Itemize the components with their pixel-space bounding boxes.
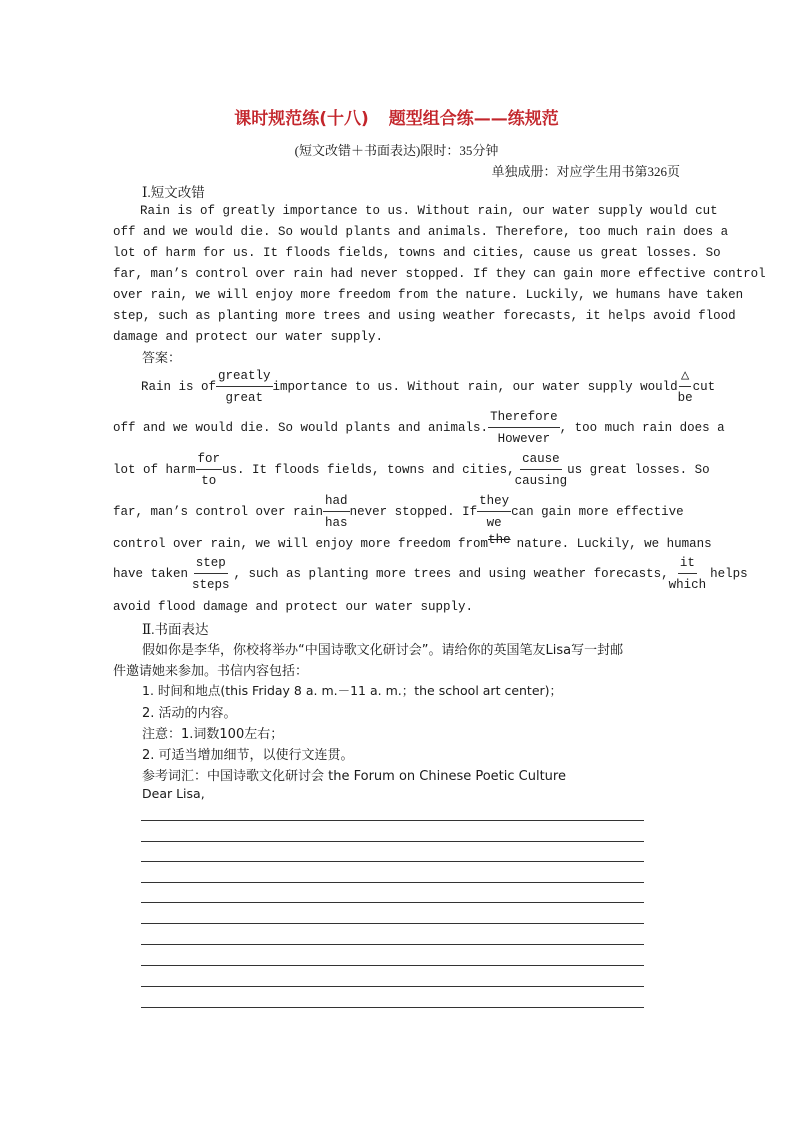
answer-text: nature. Luckily, we humans (516, 537, 712, 551)
writing-line[interactable] (141, 820, 644, 821)
prompt-line-1: 假如你是李华，你校将举办“中国诗歌文化研讨会”。请给你的英国笔友Lisa写一封邮 (142, 643, 624, 658)
answer-text: , too much rain does a (559, 421, 725, 435)
answer-text: Rain is of (141, 380, 217, 394)
writing-line[interactable] (141, 986, 644, 987)
answer-text: have taken (113, 567, 189, 581)
answer-text: far, man’s control over rain (113, 505, 324, 519)
correction-insert: $\frac{\triangle}{be}$ (677, 368, 693, 405)
answer-line-6 (113, 553, 748, 595)
correction: $\frac{\text{they}}{we}$ (479, 494, 510, 530)
page-title (0, 104, 793, 129)
note-2: 2. 可适当增加细节，以使行文连贯。 (142, 748, 354, 763)
answer-line-7 (113, 596, 681, 618)
section-1-heading: Ⅰ.短文改错 (142, 185, 205, 200)
answer-line-2 (113, 407, 725, 449)
writing-line[interactable] (141, 923, 644, 924)
answer-text: off and we would die. So would plants and animals. (113, 421, 489, 435)
answer-label: 答案： (142, 351, 182, 366)
note-1: 注意：1.词数100左右； (142, 727, 284, 742)
correction: $\frac{\text{step}}{\text{steps}}$ (192, 556, 230, 592)
answer-text: lot of harm (113, 463, 196, 477)
passage-line: over rain, we will enjoy more freedom from the nature. Luckily, we humans have taken (113, 288, 744, 302)
reference-vocabulary: 参考词汇：中国诗歌文化研讨会 the Forum on Chinese Poetic Culture (142, 769, 566, 784)
section-2-heading: Ⅱ.书面表达 (142, 622, 209, 637)
passage-line: Rain is of greatly importance to us. Without rain, our water supply would cut (140, 204, 718, 218)
subtitle: (短文改错＋书面表达)限时：35分钟 (294, 143, 499, 158)
answer-text: can gain more effective (511, 505, 684, 519)
writing-line[interactable] (141, 861, 644, 862)
title-part-2: 题型组合练——练规范 (388, 109, 559, 129)
writing-line[interactable] (141, 944, 644, 945)
correction: $\frac{\text{greatly}}{\text{great}}$ (218, 369, 271, 405)
answer-text: us great losses. So (567, 463, 710, 477)
passage-line: lot of harm for us. It floods fields, towns and cities, cause us great losses. So (113, 246, 721, 260)
requirement-item-1: 1. 时间和地点(this Friday 8 a. m.－11 a. m.；the school art center)； (142, 683, 563, 698)
requirement-item-2: 2. 活动的内容。 (142, 706, 237, 721)
title-part-1: 课时规范练(十八) (234, 109, 369, 129)
correction: $\frac{\text{Therefore}}{\text{However}}$ (490, 410, 558, 446)
prompt-line-2: 件邀请她来参加。书信内容包括： (113, 664, 309, 679)
writing-line[interactable] (141, 1007, 644, 1008)
answer-text: control over rain, we will enjoy more freedom from (113, 537, 489, 551)
passage-line: far, man’s control over rain had never stopped. If they can gain more effective control (113, 267, 766, 281)
writing-line[interactable] (141, 965, 644, 966)
answer-line-1 (141, 366, 716, 408)
passage (113, 201, 766, 348)
passage-line: off and we would die. So would plants and animals. Therefore, too much rain does a (113, 225, 729, 239)
passage-line: damage and protect our water supply. (113, 330, 384, 344)
book-reference: 单独成册：对应学生用书第326页 (491, 164, 680, 179)
answer-text: helps (710, 567, 748, 581)
correction: $\frac{\text{cause}}{\text{causing}}$ (514, 452, 568, 488)
correction: $\frac{\text{had}}{\text{has}}$ (325, 494, 348, 530)
writing-line[interactable] (141, 902, 644, 903)
answer-text: cut (692, 380, 716, 394)
answer-text: avoid flood damage and protect our water supply. (113, 600, 474, 614)
answer-text: us. It floods fields, towns and cities, (222, 463, 515, 477)
answer-text: importance to us. Without rain, our water supply would (272, 380, 678, 394)
deleted-word: the (488, 533, 511, 547)
correction: $\frac{it}{\text{which}}$ (668, 556, 707, 592)
answer-line-3 (113, 449, 710, 491)
passage-line: step, such as planting more trees and using weather forecasts, it helps avoid flood (113, 309, 736, 323)
writing-line[interactable] (141, 841, 644, 842)
writing-line[interactable] (141, 882, 644, 883)
correction: $\frac{\text{for}}{to}$ (197, 452, 221, 488)
answer-text: never stopped. If (349, 505, 478, 519)
salutation: Dear Lisa, (142, 786, 205, 801)
answer-text: , such as planting more trees and using weather forecasts, (233, 567, 669, 581)
